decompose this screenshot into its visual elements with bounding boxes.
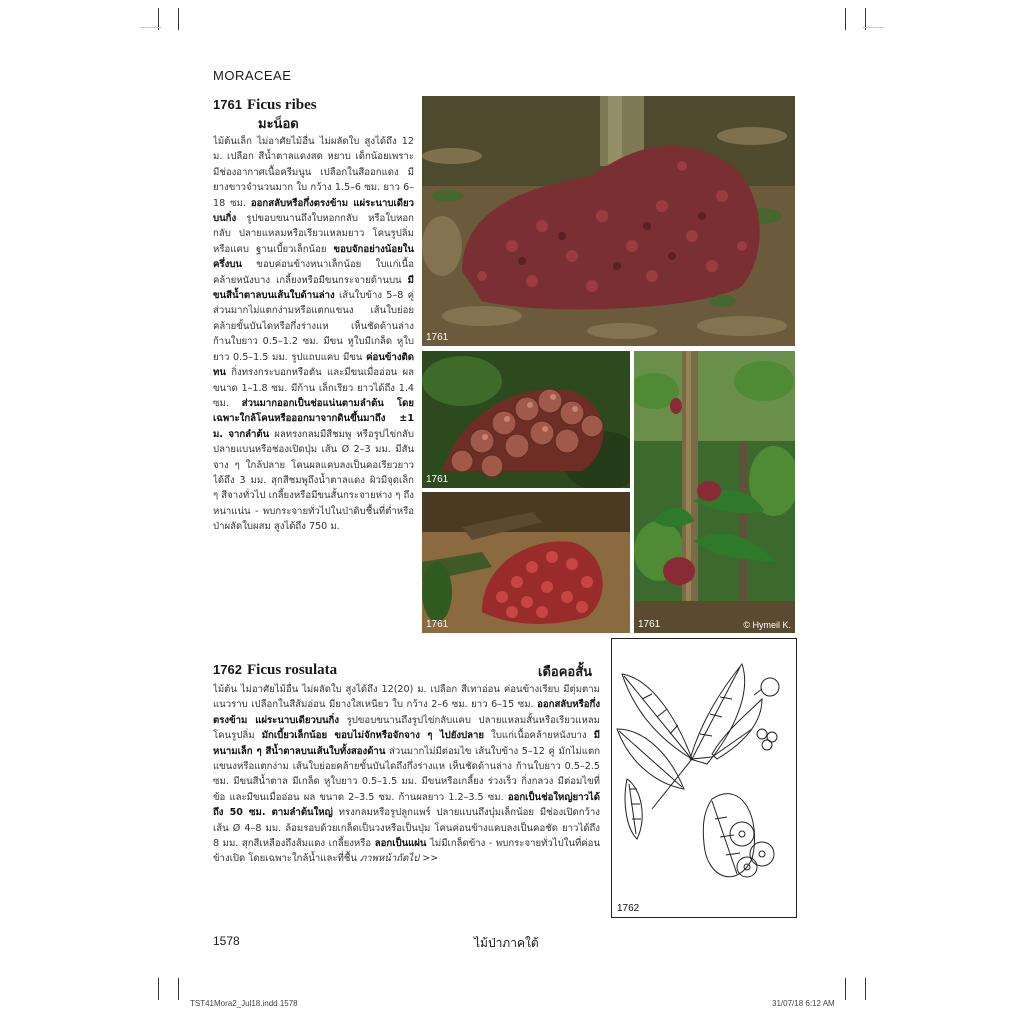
species-scientific-name: Ficus rosulata — [247, 662, 338, 678]
crop-mark — [845, 978, 846, 1000]
desc-bold: ออกสลับหรือกึ่งตรงข้าม แผ่ระนาบเดียวบนกิ่ง — [213, 699, 600, 726]
desc-bold: ออกเป็นช่อใหญ่ยาวได้ถึง 50 ซม. ตามลำต้นใหญ่ — [213, 791, 600, 819]
species-description-1762 — [213, 682, 600, 914]
slug-file-info: TST41Mora2_Jul18.indd 1578 — [190, 999, 298, 1008]
continued-note: ภาพหน้าถัดไป >> — [359, 853, 439, 865]
species-thai-name: มะน็อด — [258, 117, 299, 132]
desc-text: ไม่มีเกล็ดข้าง - พบกระจายทั่วไปในที่ค่อนข้างเปิด โดยเฉพาะใกล้น้ำและที่ชื้น — [213, 838, 600, 865]
desc-bold: มีหนามเล็ก ๆ สีน้ำตาลบนเส้นใบทั้งสองด้าน — [213, 730, 600, 757]
desc-text: ไม้ต้นเล็ก ไม่อาศัยไม้อื่น ไม่ผลัดใบ สูงได้ถึง 12 ม. เปลือก สีน้ำตาลแดงสด หยาบ เด็กน้อยเพราะมีช่องอากาศเนื้อครีมนูน เปลือกในสีออกแดง มียางขาวจำนวนมาก ใบ กว้าง 1.5–6 ซม. ยาว 6–18 ซม. — [213, 136, 414, 209]
crop-mark — [178, 978, 179, 1000]
photo-tree-in-forest — [634, 351, 795, 633]
species-heading-1761 — [213, 94, 317, 114]
species-heading-1762 — [213, 659, 337, 679]
botanical-drawing-1762 — [611, 638, 797, 918]
desc-text: เส้นใบข้าง 5–8 คู่ ส่วนมากไม่แตกง่ามหรือแตกแขนง เส้นใบย่อยคล้ายขั้นบันไดหรือกึ่งร่างแห เห็นชัดด้านล่าง ก้านใบยาว 0.5–1.2 ซม. มีขน หูใบมีเกล็ด หูใบยาว 0.5–1.5 มม. รูปแถบแคบ มีขน — [213, 290, 414, 363]
species-description-1761 — [213, 134, 414, 646]
desc-text: ผลทรงกลมมีสีชมพู หรือรูปไข่กลับ ปลายแบนหรือช่องเปิดปุ่ม เส้น Ø 2–3 มม. มีสันจาง ๆ ใกล้ปลาย โคนผลแคบลงเป็นคอเรียวยาวได้ถึง 3 มม. สุกสีชมพูถึงน้ำตาลแดง ผิวมีจุดเล็ก ๆ สีจางทั่วไป เกลี้ยงหรือมีขนสั้นกระจายห่าง ๆ ถึงหนาแน่น - พบกระจายทั่วไปในป่าดิบชื้นที่ต่ำหรือป่าผลัดใบผสม สูงได้ถึง 750 ม. — [213, 428, 414, 533]
photo-fig-cluster-trunk-base — [422, 96, 795, 346]
crop-mark — [178, 8, 179, 30]
species-number: 1762 — [213, 662, 242, 677]
photo-fig-cluster-ground — [422, 492, 630, 633]
page-number: 1578 — [213, 934, 240, 948]
desc-bold: ส่วนมากออกเป็นช่อแน่นตามลำต้น โดยเฉพาะใกล้โคนหรือออกมาจากดินขึ้นมาถึง ±1 ม. จากลำต้น — [213, 397, 414, 440]
crop-mark — [865, 978, 866, 1000]
desc-bold: ลอกเป็นแผ่น — [374, 838, 427, 850]
family-heading: MORACEAE — [213, 68, 292, 83]
desc-text: รูปขอบขนานถึงใบหอกกลับ หรือใบหอกกลับ ปลายแหลมหรือเรียวแหลมยาว โคนรูปลิ่มหรือแคบ ฐานเบี้ยวเล็กน้อย — [213, 213, 414, 255]
desc-bold: ค่อนข้างติดทน — [213, 351, 414, 379]
desc-text: ทรงกลมหรือรูปลูกแพร์ ปลายแบนถึงบุ๋มเล็กน้อย มีช่องเปิดกว้าง เส้น Ø 4–8 มม. ล้อมรอบด้วยเกล็ดเป็นวงหรือเป็นปุ่ม โคนค่อนข้างแคบลงเป็นคอชัด ยาวได้ถึง 8 มม. สุกสีเหลืองถึงส้มแดง เกลี้ยงหรือ — [213, 807, 600, 850]
crop-mark — [140, 27, 162, 28]
photo-fig-closeup — [422, 351, 630, 488]
species-scientific-name: Ficus ribes — [247, 97, 317, 113]
slug-timestamp: 31/07/18 6:12 AM — [772, 999, 835, 1008]
desc-text: ไม้ต้น ไม่อาศัยไม้อื่น ไม่ผลัดใบ สูงได้ถึง 12(20) ม. เปลือก สีเทาอ่อน ค่อนข้างเรียบ มีตุ่มตามแนวราบ เปลือกในสีส้มอ่อน มียางใสเหนียว ใบ กว้าง 2–6 ซม. ยาว 6–15 ซม. — [213, 684, 600, 711]
species-thai-name: เดือคอสั้น — [538, 665, 593, 680]
desc-text: ขอบค่อนข้างหนาเล็กน้อย ใบแก่เนื้อคล้ายหนังบาง เกลี้ยงหรือมีขนกระจายด้านบน — [213, 259, 414, 286]
desc-bold: มีขนสีน้ำตาลบนเส้นใบด้านล่าง — [213, 274, 414, 302]
photo-label: 1761 — [638, 619, 661, 630]
species-number: 1761 — [213, 97, 242, 112]
desc-bold: มักเบี้ยวเล็กน้อย ขอบไม่จักหรือจักจาง ๆ ไปยังปลาย — [261, 730, 485, 742]
desc-text: ใบแก่เนื้อคล้ายหนังบาง — [491, 730, 587, 742]
crop-mark — [158, 978, 159, 1000]
crop-mark — [845, 8, 846, 30]
desc-bold: ขอบจักอย่างน้อยในครึ่งบน — [213, 243, 414, 271]
photo-label: 1761 — [426, 332, 449, 343]
desc-text: กิ่งทรงกระบอกหรือตัน และมีขนเมื่ออ่อน ผล ขนาด 1–1.8 ซม. มีก้าน เล็กเรียว ยาวได้ถึง 1.4 ซม. — [213, 367, 414, 409]
crop-mark — [862, 27, 884, 28]
photo-label: 1761 — [426, 474, 449, 485]
running-title: ไม้ป่าภาคใต้ — [474, 936, 539, 950]
desc-text: รูปขอบขนานถึงรูปไข่กลับแคบ ปลายแหลมสั้นหรือเรียวแหลม โคนรูปลิ่ม — [213, 714, 600, 742]
photo-label: 1761 — [426, 619, 449, 630]
photo-credit: © Hymeil K. — [743, 620, 791, 630]
desc-bold: ออกสลับหรือกึ่งตรงข้าม แผ่ระนาบเดียวบนกิ่ง — [213, 197, 414, 225]
desc-text: ส่วนมากไม่มีต่อมไข เส้นใบข้าง 5–12 คู่ มักไม่แตกแขนงหรือแตกง่าม เส้นใบย่อยคล้ายขั้นบันไดถึงกึ่งร่างแห เห็นชัดด้านล่าง ก้านใบยาว 0.5–2.5 ซม. มีขนสีน้ำตาล มีเกล็ด หูใบยาว 0.5–1.5 มม. มีขนหรือเกลี้ยง ร่วงเร็ว กิ่งกลวง มีต่อมไขที่ข้อ และมีขนเมื่ออ่อน ผล ขนาด 2–3.5 ซม. ก้านผลยาว 1.2–3.5 ซม. — [213, 745, 600, 803]
drawing-label: 1762 — [617, 903, 640, 914]
